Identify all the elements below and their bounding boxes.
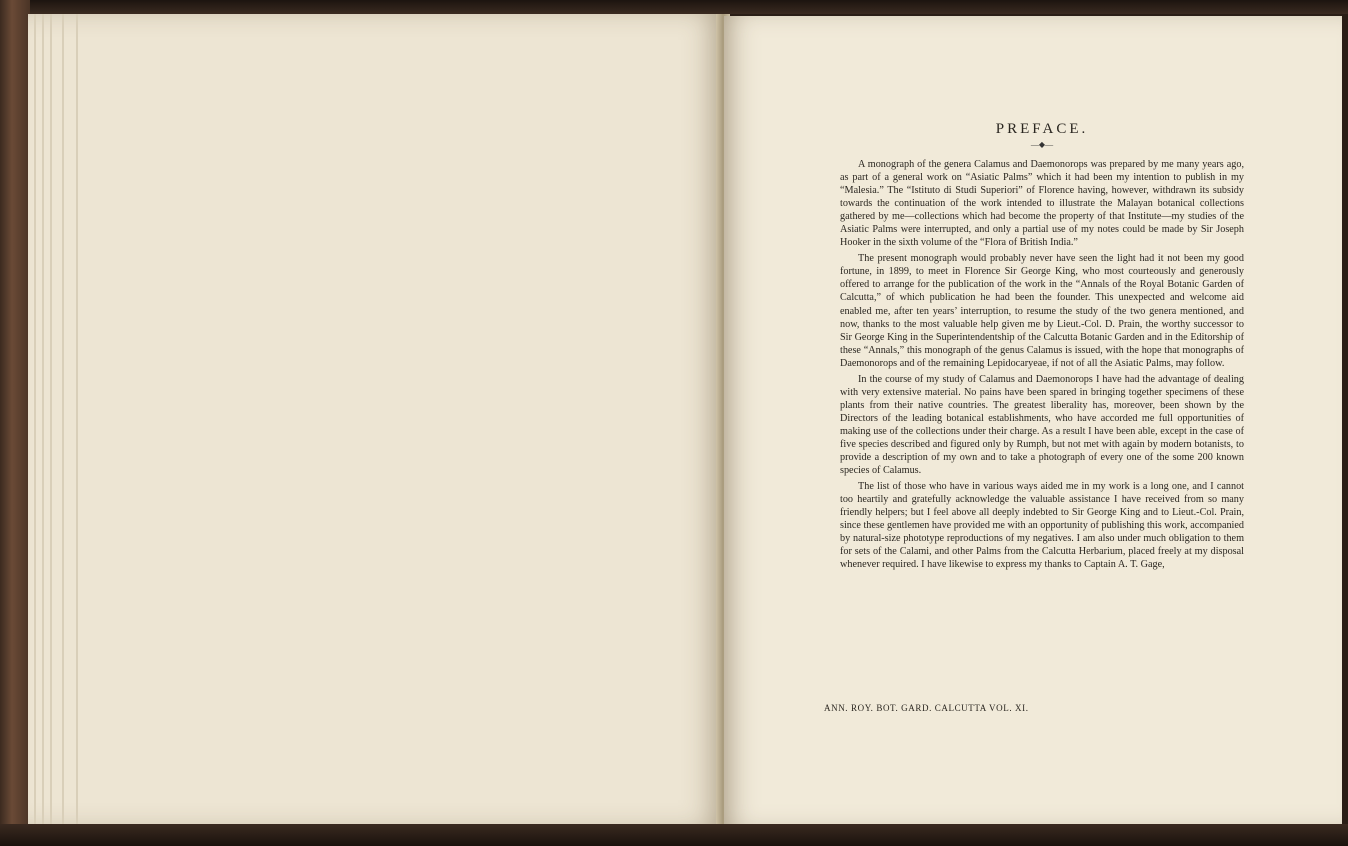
- page-edge-line: [42, 14, 44, 826]
- page-edge-line: [50, 14, 52, 826]
- paragraph-2: The present monograph would probably never have seen the light had it not been my good fortune, in 1899, to meet in Florence Sir George King, who most courteously and generously offered to arrange for the publication of the work in the “Annals of the Royal Botanic Garden of Calcutta,” of which publication he had been the founder. This unexpected and welcome aid enabled me, after ten years’ interruption, to resume the study of the two genera mentioned, and now, thanks to the most valuable help given me by Lieut.-Col. D. Prain, the worthy successor to Sir George King in the Superintendentship of the Calcutta Botanic Garden and in the Editorship of these “Annals,” this monograph of the genus Calamus is issued, with the hope that monographs of Daemonorops and of the remaining Lepidocaryeae, if not of all the Asiatic Palms, may follow.: [840, 253, 1244, 369]
- preface-page: [724, 16, 1342, 826]
- preface-heading: PREFACE.: [995, 121, 1089, 137]
- page-edge-line: [76, 14, 78, 826]
- page-edge-line: [62, 14, 64, 826]
- book-cover-top-edge: [0, 0, 1348, 14]
- journal-footer: ANN. ROY. BOT. GARD. CALCUTTA VOL. XI.: [824, 703, 1029, 713]
- preface-text-block: [840, 121, 1244, 574]
- page-edge-line: [34, 14, 36, 826]
- book-cover-left-edge: [0, 0, 30, 846]
- paragraph-1: A monograph of the genera Calamus and Daemonorops was prepared by me many years ago, as part of a general work on “Asiatic Palms” which it had been my intention to publish in my “Malesia.” The “Istituto di Studi Superiori” of Florence having, however, withdrawn its subsidy towards the continuation of the work intended to illustrate the Malayan botanical collections gathered by me—collections which had become the property of that Institute—my studies of the Asiatic Palms were interrupted, and only a partial use of my notes could be made by Sir Joseph Hooker in the sixth volume of the “Flora of British India.”: [840, 159, 1244, 249]
- paragraph-3: In the course of my study of Calamus and Daemonorops I have had the advantage of dealing with very extensive material. No pains have been spared in bringing together specimens of these plants from their native countries. The greatest liberality has, moreover, been shown by the Directors of the leading botanical establishments, who have accorded me full opportunities of making use of the collections under their charge. As a result I have been able, except in the case of five species described and figured only by Rumph, but not met with again by modern botanists, to provide a description of my own and to take a photograph of every one of the some 200 known species of Calamus.: [840, 373, 1244, 477]
- blank-left-page: [28, 14, 722, 826]
- paragraph-4: The list of those who have in various ways aided me in my work is a long one, and I cannot too heartily and gratefully acknowledge the valuable assistance I have received from so many friendly helpers; but I feel above all deeply indebted to Sir George King and to Lieut.-Col. Prain, since these gentlemen have provided me with an opportunity of publishing this work, accompanied by natural-size phototype reproductions of my negatives. I am also under much obligation to them for sets of the Calami, and other Palms from the Calcutta Herbarium, placed freely at my disposal whenever required. I have likewise to express my thanks to Captain A. T. Gage,: [840, 481, 1245, 571]
- book-cover-bottom-edge: [0, 824, 1348, 846]
- ornament-divider: —◆—: [1030, 140, 1054, 149]
